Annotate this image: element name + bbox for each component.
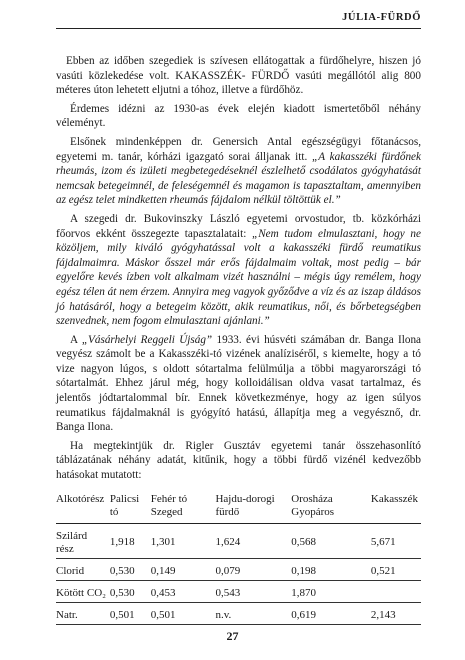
table-header-cell: Alkotórész bbox=[56, 492, 105, 505]
table-header-cell: Fehér tó Szeged bbox=[150, 492, 188, 518]
comparison-table bbox=[56, 493, 421, 625]
paragraph-6: Ha megtekintjük dr. Rigler Gusztáv egyetemi tanár összehasonlító táblázatának néhány adatát, kitűnik, hogy a többi fürdő vizénél kedvezőbb hatásokat mutatott: bbox=[56, 439, 421, 482]
paragraph-5 bbox=[56, 333, 421, 435]
table-cell: Kötött CO₂ bbox=[56, 580, 110, 602]
paragraph-2: Érdemes idézni az 1930-as évek elején kiadott ismertetőből néhány véleményt. bbox=[56, 102, 421, 130]
table-cell: 0,198 bbox=[291, 558, 371, 580]
table-cell: Clorid bbox=[56, 558, 110, 580]
table-cell: 1,918 bbox=[110, 523, 151, 558]
paragraph-5-tail: 1933. évi húsvéti számában dr. Banga Ilona vegyész számolt be a Kakasszéki-tó vizének analíziséről, s kiemelte, hogy a tó vize nagyon lúgos, s oldott sótartalma felülmúlja a többi magyarországi tó sótartalmát. Ehhez járul még, hogy kolloidálisan oldva vasat tartalmaz, és jelentős jódtartalommal bír. Ennek következménye, hogy az igen súlyos reumatikus fájdalmaknál is gyógyító hatású, állapítja meg a vegyésznő, dr. Banga Ilona. bbox=[56, 333, 421, 434]
paragraph-4-quote: „Nem tudom elmulasztani, hogy ne közöljem, mily kiváló gyógyhatással volt a kakasszéki fürdő reumatikus fájdalmaimra. Máskor ősszel már erős fájdalmaim voltak, most pedig – bár egyelőre kevés ízben volt alkalmam vizét használni – mégis úgy remélem, hogy egész télen át nem érzem. Annyira meg vagyok győződve a víz és az iszap áldásos jó hatásáról, hogy a betegeim között, akik reumatikus, női, és bőrbetegségben szenvednek, nem fogom elmulasztani ajánlani.” bbox=[56, 227, 421, 328]
paragraph-3-lead: Elsőnek mindenképpen dr. Genersich Antal egészségügyi főtanácsos, egyetemi m. tanár, kórházi igazgató sorai álljanak itt. bbox=[56, 135, 421, 163]
table-cell: n.v. bbox=[215, 602, 291, 624]
paragraph-4-lead: A szegedi dr. Bukovinszky László egyetemi orvostudor, tb. közkórházi főorvos ekként összegezte tapasztalatait: bbox=[56, 212, 421, 240]
table-cell: 0,568 bbox=[291, 523, 371, 558]
table-cell: 0,543 bbox=[215, 580, 291, 602]
table-cell: 0,501 bbox=[110, 602, 151, 624]
table-header-cell: Kakasszék bbox=[370, 492, 418, 505]
table-cell: 0,530 bbox=[110, 580, 151, 602]
table-cell: Szilárd rész bbox=[56, 523, 110, 558]
table-row bbox=[56, 523, 421, 558]
table-cell: 0,079 bbox=[215, 558, 291, 580]
table-cell: 0,501 bbox=[151, 602, 216, 624]
paragraph-4 bbox=[56, 212, 421, 329]
header-title: JÚLIA-FÜRDŐ bbox=[342, 12, 421, 23]
table-cell: 5,671 bbox=[371, 523, 421, 558]
table-row bbox=[56, 558, 421, 580]
table-cell: 1,870 bbox=[291, 580, 371, 602]
table-cell: 0,453 bbox=[151, 580, 216, 602]
paragraph-3 bbox=[56, 135, 421, 208]
table-cell: Natr. bbox=[56, 602, 110, 624]
paragraph-1: Ebben az időben szegediek is szívesen ellátogattak a fürdőhelyre, hiszen jó vasúti közlekedése volt. KAKASSZÉK- FÜRDŐ vasúti megállótól alig 800 méteres úton lehetett eljutni a tóhoz, illetve a fürdőhöz. bbox=[56, 55, 421, 97]
table-header-row bbox=[56, 493, 421, 524]
paragraph-3-quote: „A kakasszéki fürdőnek rheumás, izom és izületi megbetegedéseknél észlelhető csodálatos gyógyhatását nemcsak betegeimnél, de feleségemnél és magamon is tapasztaltam, amennyiben az egész telet mindketten rheumás fájdalom nélkül töltöttük el.” bbox=[56, 150, 421, 207]
table-header-cell: Palicsi tó bbox=[109, 492, 140, 518]
table-cell: 1,301 bbox=[151, 523, 216, 558]
paragraph-5-lead: A bbox=[70, 333, 82, 346]
page-number: 27 bbox=[226, 629, 239, 643]
table-header-cell: Orosháza Gyopáros bbox=[291, 492, 335, 518]
table-header-cell: Hajdu-dorogi fürdő bbox=[215, 492, 275, 518]
table-cell: 0,619 bbox=[291, 602, 371, 624]
table-row bbox=[56, 602, 421, 624]
page-content bbox=[56, 54, 421, 625]
running-header bbox=[56, 6, 421, 29]
table-cell: 2,143 bbox=[371, 602, 421, 624]
paragraph-5-quote: „Vásárhelyi Reggeli Újság” bbox=[81, 333, 213, 346]
table-cell: 0,149 bbox=[151, 558, 216, 580]
table-cell bbox=[371, 580, 421, 602]
table-cell: 1,624 bbox=[215, 523, 291, 558]
table-cell: 0,530 bbox=[110, 558, 151, 580]
table-cell: 0,521 bbox=[371, 558, 421, 580]
table-row bbox=[56, 580, 421, 602]
